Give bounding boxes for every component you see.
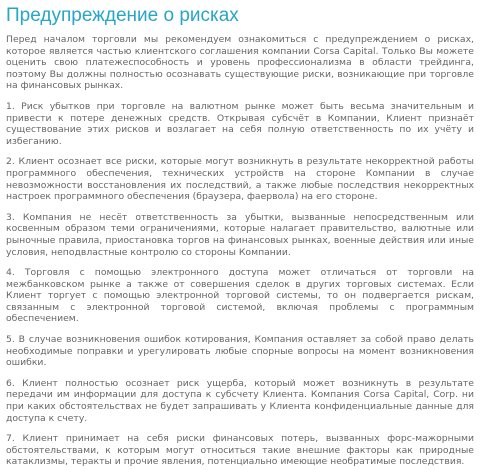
risk-item-7: 7. Клиент принимает на себя риски финансовых потерь, вызванных форс-мажорными обстоятельствами, к которым могут относиться такие внешние факторы как природные катаклизмы, теракты и прочие явления, потенциально имеющие необратимые последствия. (6, 433, 474, 468)
risk-item-6: 6. Клиент полностью осознает риск ущерба, который может возникнуть в результате передачи им информации для доступа к субсчету Клиента. Компания Corsa Capital, Corp. ни при каких обстоятельствах не будет запрашивать у Клиента конфиденциальные данные для доступа к счету. (6, 377, 474, 424)
risk-item-4: 4. Торговля с помощью электронного доступа может отличаться от торговли на межбанковском рынке а также от совершения сделок в других торговых системах. Если Клиент торгует с помощью электронной торговой системы, то он подвергается рискам, связанным с электронной торговой системой, включая проблемы с программным обеспечением. (6, 267, 474, 325)
intro-paragraph: Перед началом торговли мы рекомендуем ознакомиться с предупреждением о рисках, которое является частью клиентского соглашения компании Corsa Capital. Только Вы можете оценить свою платежеспособность и уровень профессионализма в области трейдинга, поэтому Вы должны полностью осознавать существующие риски, возникающие при торговле на финансовых рынках. (6, 34, 474, 92)
risk-item-2: 2. Клиент осознает все риски, которые могут возникнуть в результате некорректной работы программного обеспечения, технических устройств на стороне Компании в случае невозможности восстановления их последствий, а также любые последствия некорректных настроек программного обеспечения (браузера, фаервола) на его стороне. (6, 156, 474, 203)
risk-item-1: 1. Риск убытков при торговле на валютном рынке может быть весьма значительным и привести к потере денежных средств. Открывая субсчёт в Компании, Клиент признаёт существование этих рисков и возлагает на себя полную ответственность по их учёту и избеганию. (6, 100, 474, 147)
risk-item-5: 5. В случае возникновения ошибок котирования, Компания оставляет за собой право делать необходимые поправки и урегулировать любые спорные вопросы на момент возникновения ошибки. (6, 334, 474, 369)
risk-item-3: 3. Компания не несёт ответственность за убытки, вызванные непосредственным или косвенным образом теми ограничениями, которые налагает правительство, валютные или рыночные правила, приостановка торгов на финансовых рынках, военные действия или иные условия, неподвластные контролю со стороны Компании. (6, 211, 474, 258)
page-title: Предупреждение о рисках (6, 5, 239, 26)
